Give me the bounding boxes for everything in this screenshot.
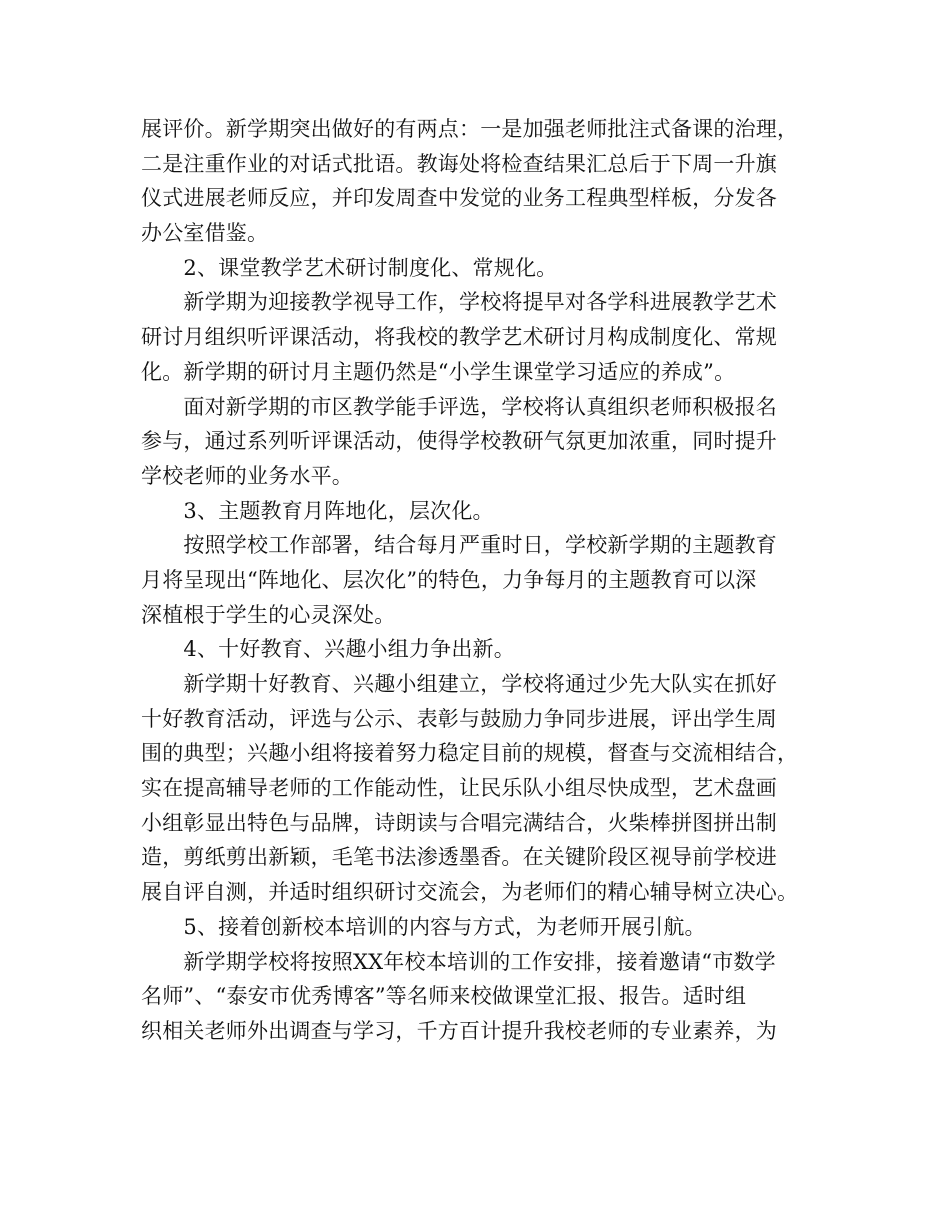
text-line: 小组彰显出特色与品牌，诗朗读与合唱完满结合，火柴棒拼图拼出制: [141, 810, 777, 835]
text-line: 研讨月组织听评课活动，将我校的教学艺术研讨月构成制度化、常规: [141, 325, 777, 350]
text-line: 十好教育活动，评选与公示、表彰与鼓励力争同步进展，评出学生周: [141, 706, 777, 731]
text-line: 围的典型；兴趣小组将接着努力稳定目前的规模，督查与交流相结合，: [141, 741, 799, 766]
text-line: 仪式进展老师反应，并印发周查中发觉的业务工程典型样板，分发各: [141, 186, 777, 211]
text-line: 二是注重作业的对话式批语。教诲处将检查结果汇总后于下周一升旗: [141, 151, 777, 176]
section-heading-5: 5、接着创新校本培训的内容与方式，为老师开展引航。: [141, 914, 706, 939]
section-heading-3: 3、主题教育月阵地化，层次化。: [141, 498, 494, 523]
text-line: 办公室借鉴。: [141, 221, 269, 246]
body-text: [141, 112, 831, 1049]
text-line: 展评价。新学期突出做好的有两点：一是加强老师批注式备课的治理，: [141, 117, 799, 141]
text-line: 新学期学校将按照XX年校本培训的工作安排，接着邀请“市数学: [141, 949, 776, 974]
text-line: 参与，通过系列听评课活动，使得学校教研气氛更加浓重，同时提升: [141, 429, 777, 454]
text-line: 面对新学期的市区教学能手评选，学校将认真组织老师积极报名: [141, 394, 777, 419]
text-line: 实在提高辅导老师的工作能动性，让民乐队小组尽快成型，艺术盘画: [141, 776, 777, 801]
text-line: 新学期为迎接教学视导工作，学校将提早对各学科进展教学艺术: [141, 290, 777, 315]
section-heading-4: 4、十好教育、兴趣小组力争出新。: [141, 637, 515, 662]
text-line: 新学期十好教育、兴趣小组建立，学校将通过少先大队实在抓好: [141, 672, 777, 696]
text-line: 学校老师的业务水平。: [141, 463, 353, 488]
text-line: 按照学校工作部署，结合每月严重时日，学校新学期的主题教育: [141, 533, 777, 558]
text-line: 造，剪纸剪出新颖，毛笔书法渗透墨香。在关键阶段区视导前学校进: [141, 845, 777, 870]
text-line: 月将呈现出“阵地化、层次化”的特色，力争每月的主题教育可以深: [141, 567, 757, 592]
text-line: 名师”、“泰安市优秀博客”等名师来校做课堂汇报、报告。适时组: [141, 984, 747, 1009]
text-line: 织相关老师外出调查与学习，千方百计提升我校老师的专业素养，为: [141, 1018, 777, 1043]
text-line: 展自评自测，并适时组织研讨交流会，为老师们的精心辅导树立决心。: [141, 880, 799, 905]
text-line: 深植根于学生的心灵深处。: [141, 602, 396, 627]
text-line: 化。新学期的研讨月主题仍然是“小学生课堂学习适应的养成”。: [141, 359, 736, 384]
section-heading-2: 2、课堂教学艺术研讨制度化、常规化。: [141, 255, 558, 280]
